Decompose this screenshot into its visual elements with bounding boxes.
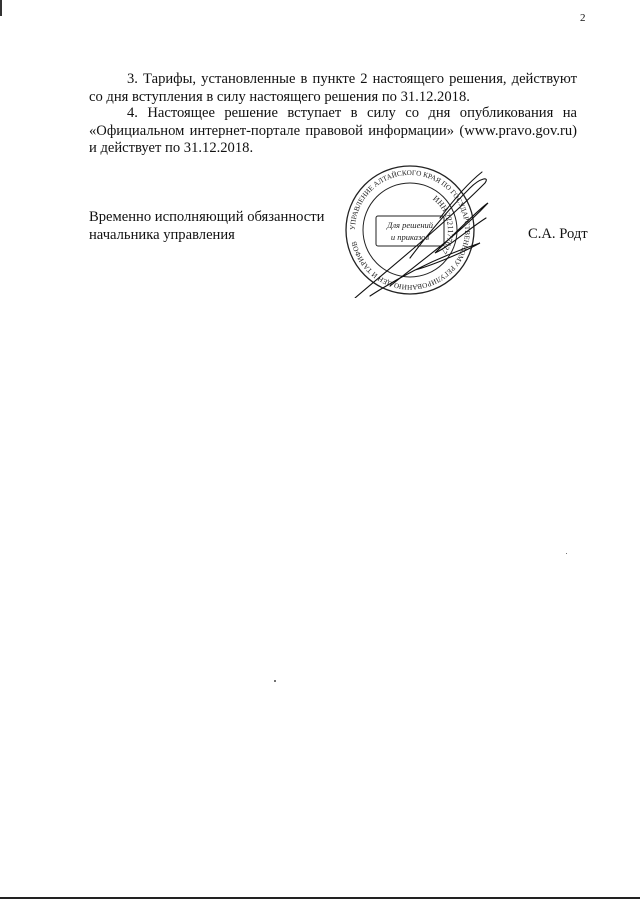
stamp-center-line1: Для решений (386, 220, 434, 230)
paragraph-item-3: 3. Тарифы, установленные в пункте 2 настоящего решения, действуют со дня вступления в силу настоящего решения по 31.12.2018. (89, 71, 577, 105)
signatory-position (89, 208, 324, 244)
signatory-position-line1: Временно исполняющий обязанности (89, 209, 325, 225)
scan-speck (274, 680, 276, 682)
official-stamp (330, 158, 490, 298)
signatory-position-line2: начальника управления (89, 227, 235, 243)
scan-speck (566, 553, 567, 554)
stamp-ring-text: УПРАВЛЕНИЕ АЛТАЙСКОГО КРАЯ ПО ГОСУДАРСТВЕННОМУ РЕГУЛИРОВАНИЮ ЦЕН И ТАРИФОВ (348, 168, 472, 292)
signatory-name: С.А. Родт (528, 226, 588, 242)
stamp-inn-text: ИНН 2221177627 (431, 193, 456, 256)
scan-bottom-edge (0, 897, 640, 899)
stamp-inner-ring (363, 183, 457, 277)
scan-edge-mark (0, 0, 2, 16)
paragraph-item-4: 4. Настоящее решение вступает в силу со дня опубликования на «Официальном интернет-портале правовой информации» (www.pravo.gov.ru) и действует по 31.12.2018. (89, 105, 577, 156)
stamp-center-line2: и приказов (390, 232, 430, 242)
page-number: 2 (580, 12, 586, 24)
